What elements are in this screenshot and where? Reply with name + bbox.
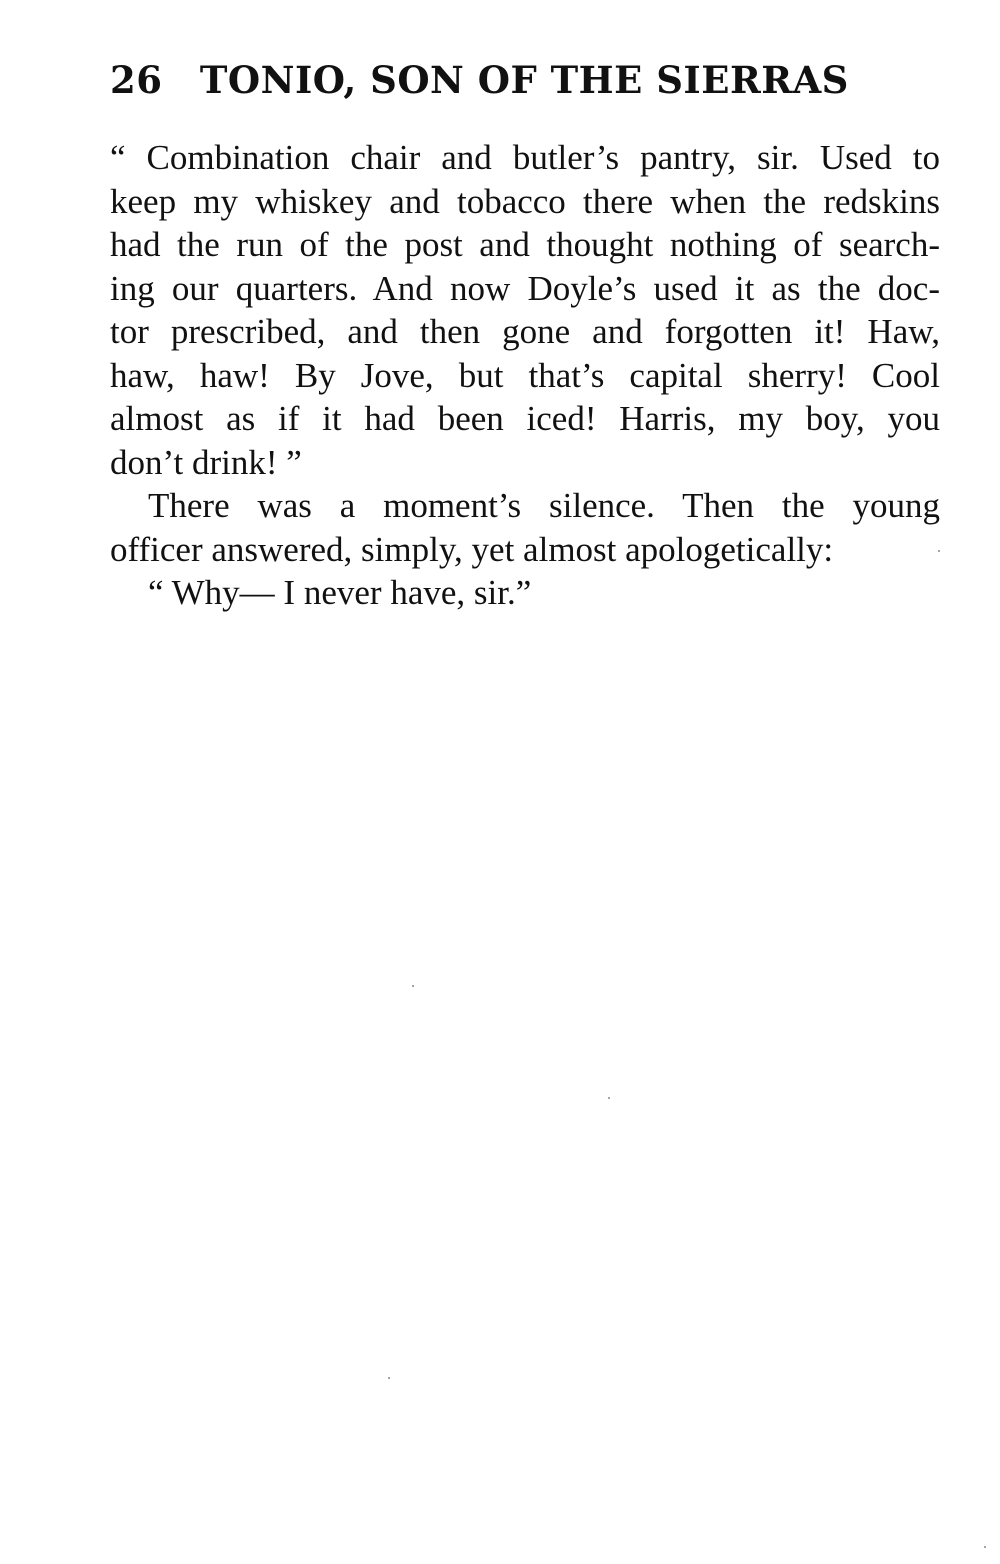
text-line: had the run of the post and thought nothing of search- [110,225,940,264]
text-line: almost as if it had been iced! Harris, my boy, you [110,399,940,438]
text-line: haw, haw! By Jove, but that’s capital sherry! Cool [110,355,940,395]
text-line: keep my whiskey and tobacco there when the redskins [110,181,940,221]
scan-speck [984,1546,986,1548]
text-line: “ Why— I never have, sir.” [148,573,532,612]
running-head [110,50,870,110]
page-number: 26 [110,58,163,102]
scan-speck [608,1097,610,1099]
scan-speck [388,1377,390,1379]
text-line: tor prescribed, and then gone and forgotten it! Haw, [110,312,940,351]
scan-speck [938,550,940,552]
text-line: ing our quarters. And now Doyle’s used it as the doc- [110,268,940,308]
scan-speck [412,985,414,987]
text-line: There was a moment’s silence. Then the young [148,486,940,525]
body-text [110,136,940,615]
running-title: TONIO, SON OF THE SIERRAS [199,58,849,102]
text-line: officer answered, simply, yet almost apologetically: [110,529,834,569]
text-line: don’t drink! ” [110,442,302,482]
text-line: “ Combination chair and butler’s pantry, sir. Used to [110,138,940,177]
